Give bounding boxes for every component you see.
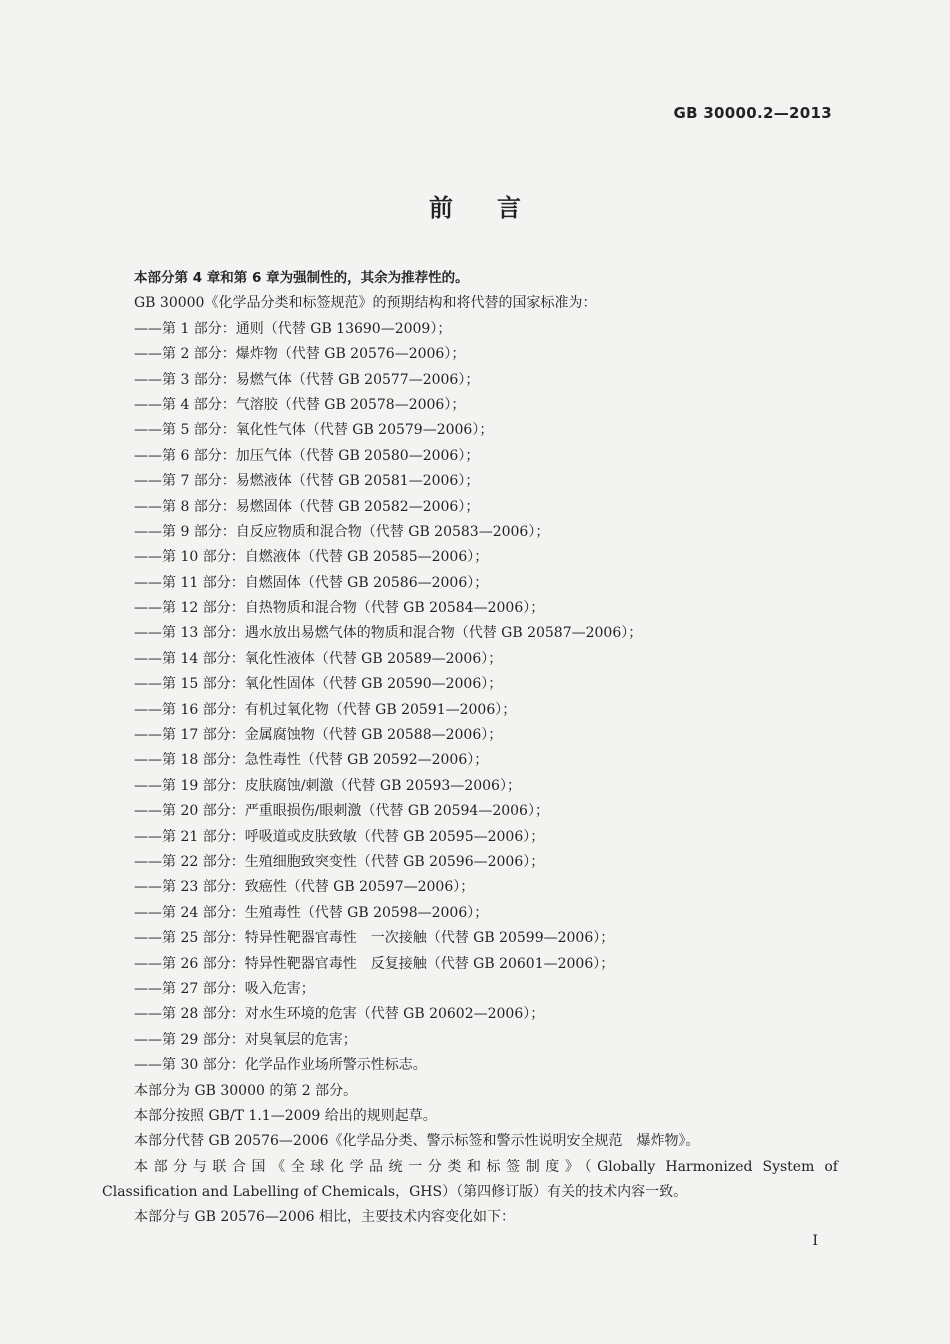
list-item: ——第 19 部分：皮肤腐蚀/刺激（代替 GB 20593—2006）； (134, 777, 521, 794)
list-item: ——第 13 部分：遇水放出易燃气体的物质和混合物（代替 GB 20587—2006）； (134, 625, 643, 642)
list-item: ——第 21 部分：呼吸道或皮肤致敏（代替 GB 20595—2006）； (134, 828, 545, 845)
list-item: ——第 2 部分：爆炸物（代替 GB 20576—2006）； (134, 346, 466, 363)
list-item: ——第 15 部分：氧化性固体（代替 GB 20590—2006）； (134, 676, 503, 693)
list-item: ——第 1 部分：通则（代替 GB 13690—2009）； (134, 320, 452, 337)
ghs-statement-line2: Classification and Labelling of Chemicals，GHS）（第四修订版）有关的技术内容一致。 (102, 1184, 688, 1201)
list-item: ——第 8 部分：易燃固体（代替 GB 20582—2006）； (134, 498, 480, 515)
structure-intro: GB 30000《化学品分类和标签规范》的预期结构和将代替的国家标准为： (134, 295, 597, 312)
drafting-statement: 本部分按照 GB/T 1.1—2009 给出的规则起草。 (134, 1107, 437, 1124)
page-number: I (812, 1233, 818, 1249)
list-item: ——第 30 部分：化学品作业场所警示性标志。 (134, 1057, 427, 1074)
list-item: ——第 10 部分：自燃液体（代替 GB 20585—2006）； (134, 549, 489, 566)
list-item: ——第 22 部分：生殖细胞致突变性（代替 GB 20596—2006）； (134, 853, 545, 870)
mandatory-statement: 本部分第 4 章和第 6 章为强制性的，其余为推荐性的。 (134, 270, 469, 286)
list-item: ——第 20 部分：严重眼损伤/眼刺激（代替 GB 20594—2006）； (134, 803, 549, 820)
list-item: ——第 9 部分：自反应物质和混合物（代替 GB 20583—2006）； (134, 523, 550, 540)
list-item: ——第 24 部分：生殖毒性（代替 GB 20598—2006）； (134, 904, 489, 921)
list-item: ——第 4 部分：气溶胶（代替 GB 20578—2006）； (134, 396, 466, 413)
part-of-statement: 本部分为 GB 30000 的第 2 部分。 (134, 1082, 358, 1099)
list-item: ——第 11 部分：自燃固体（代替 GB 20586—2006）； (134, 574, 489, 591)
list-item: ——第 12 部分：自热物质和混合物（代替 GB 20584—2006）； (134, 600, 545, 617)
list-item: ——第 3 部分：易燃气体（代替 GB 20577—2006）； (134, 371, 480, 388)
parts-list (102, 317, 838, 1079)
replaces-statement: 本部分代替 GB 20576—2006《化学品分类、警示标签和警示性说明安全规范 爆炸物》。 (134, 1133, 700, 1150)
list-item: ——第 28 部分：对水生环境的危害（代替 GB 20602—2006）； (134, 1006, 545, 1023)
document-body (102, 266, 838, 1231)
list-item: ——第 29 部分：对臭氧层的危害； (134, 1031, 357, 1048)
list-item: ——第 5 部分：氧化性气体（代替 GB 20579—2006）； (134, 422, 494, 439)
list-item: ——第 23 部分：致癌性（代替 GB 20597—2006）； (134, 879, 475, 896)
ghs-statement-line1: 本部分与联合国《全球化学品统一分类和标签制度》（Globally Harmonized System of (134, 1158, 838, 1175)
list-item: ——第 17 部分：金属腐蚀物（代替 GB 20588—2006）； (134, 727, 503, 744)
list-item: ——第 16 部分：有机过氧化物（代替 GB 20591—2006）； (134, 701, 517, 718)
list-item: ——第 14 部分：氧化性液体（代替 GB 20589—2006）； (134, 650, 503, 667)
changes-statement: 本部分与 GB 20576—2006 相比，主要技术内容变化如下： (134, 1209, 515, 1226)
list-item: ——第 18 部分：急性毒性（代替 GB 20592—2006）； (134, 752, 489, 769)
standard-number: GB 30000.2—2013 (673, 104, 832, 122)
page-title: 前言 (429, 193, 565, 222)
list-item: ——第 26 部分：特异性靶器官毒性 反复接触（代替 GB 20601—2006）； (134, 955, 615, 972)
list-item: ——第 27 部分：吸入危害； (134, 980, 315, 997)
list-item: ——第 7 部分：易燃液体（代替 GB 20581—2006）； (134, 473, 480, 490)
list-item: ——第 25 部分：特异性靶器官毒性 一次接触（代替 GB 20599—2006）； (134, 930, 615, 947)
list-item: ——第 6 部分：加压气体（代替 GB 20580—2006）； (134, 447, 480, 464)
